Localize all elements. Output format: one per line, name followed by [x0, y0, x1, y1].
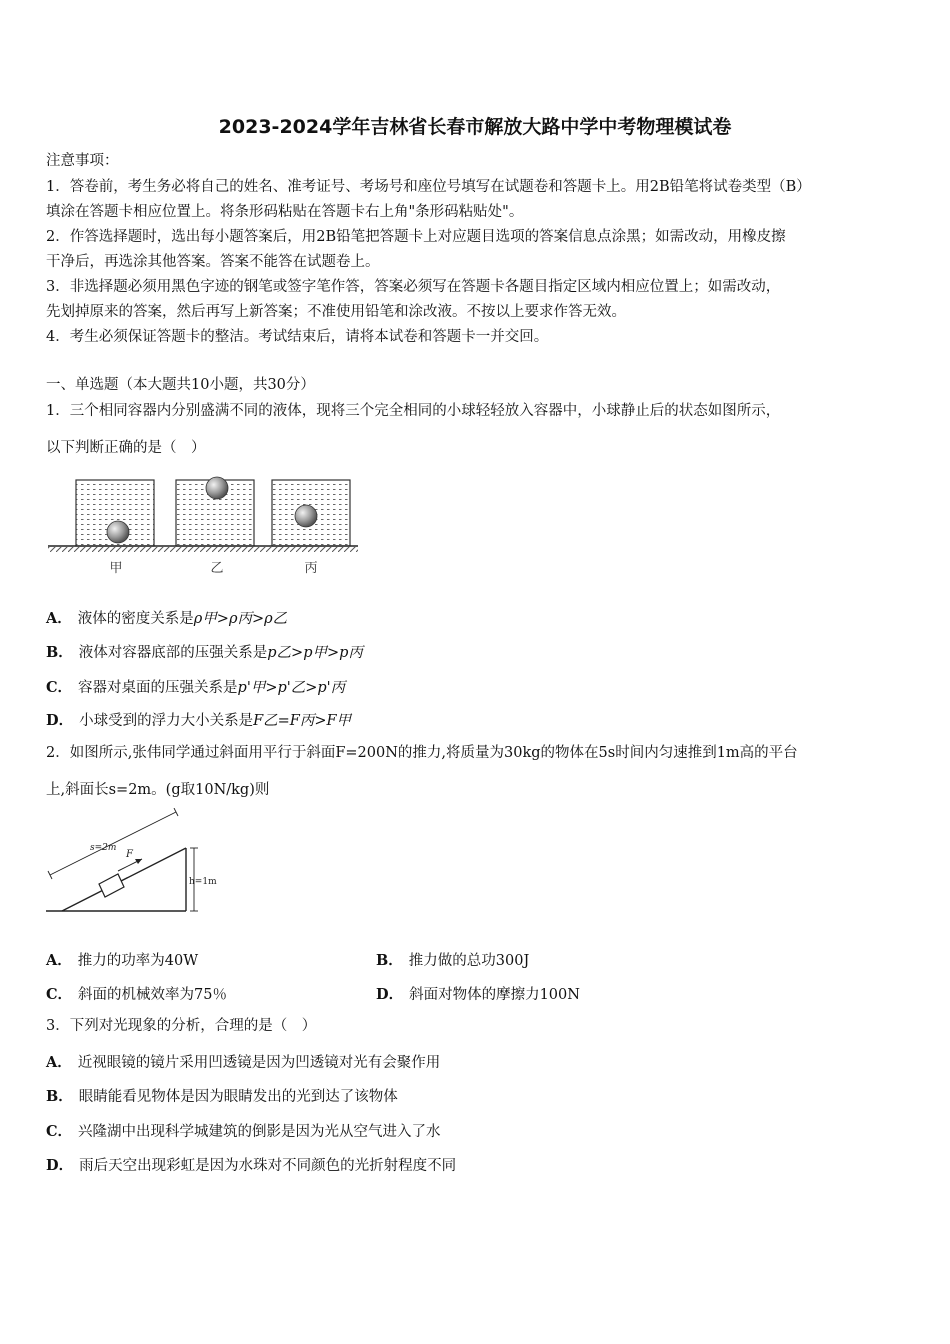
ball-yi: [206, 477, 228, 499]
q2-option-c: C． 斜面的机械效率为75％: [46, 986, 227, 1003]
notice-line: 2．作答选择题时，选出每小题答案后，用2B铅笔把答题卡上对应题目选项的答案信息点涂黑；如需改动，用橡皮擦: [46, 229, 786, 245]
q3-option-b: B． 眼睛能看见物体是因为眼睛发出的光到达了该物体: [46, 1088, 398, 1105]
q2-stem: 2．如图所示,张伟同学通过斜面用平行于斜面F=200N的推力,将质量为30kg的物体在5s时间内匀速推到1m高的平台: [46, 745, 798, 761]
length-label: s=2m: [90, 843, 117, 853]
section-heading: 一、单选题（本大题共10小题，共30分）: [46, 377, 315, 393]
notice-line: 填涂在答题卡相应位置上。将条形码粘贴在答题卡右上角"条形码粘贴处"。: [46, 204, 524, 220]
force-label: F: [126, 849, 133, 860]
notice-line: 3．非选择题必须用黑色字迹的钢笔或签字笔作答，答案必须写在答题卡各题目指定区域内相应位置上；如需改动，: [46, 279, 781, 295]
q2-option-a: A． 推力的功率为40W: [46, 952, 199, 969]
ball-bing: [295, 505, 317, 527]
label-jia: 甲: [109, 561, 123, 576]
q2-option-b: B． 推力做的总功300J: [376, 952, 530, 969]
q1-option-d: D． 小球受到的浮力大小关系是F乙=F丙>F甲: [46, 712, 352, 729]
page-title: 2023-2024学年吉林省长春市解放大路中学中考物理模试卷: [218, 116, 732, 138]
notice-heading: 注意事项：: [46, 153, 119, 169]
q1-option-a: A． 液体的密度关系是ρ甲>ρ丙>ρ乙: [46, 610, 288, 627]
label-bing: 丙: [304, 561, 318, 576]
q3-option-c: C． 兴隆湖中出现科学城建筑的倒影是因为光从空气进入了水: [46, 1123, 441, 1140]
notice-line: 干净后，再选涂其他答案。答案不能答在试题卷上。: [46, 254, 380, 270]
q1-stem: 1．三个相同容器内分别盛满不同的液体，现将三个完全相同的小球轻轻放入容器中，小球静止后的状态如图所示，: [46, 403, 781, 419]
q3-option-d: D． 雨后天空出现彩虹是因为水珠对不同颜色的光折射程度不同: [46, 1157, 457, 1174]
notice-line: 4．考生必须保证答题卡的整洁。考试结束后，请将本试卷和答题卡一并交回。: [46, 329, 549, 345]
q2-option-d: D． 斜面对物体的摩擦力100N: [376, 986, 580, 1003]
notice-line: 先划掉原来的答案，然后再写上新答案；不准使用铅笔和涂改液。不按以上要求作答无效。: [46, 304, 626, 320]
q1-containers-figure: [44, 468, 366, 580]
block: [99, 874, 124, 897]
q2-incline-figure: [44, 808, 220, 916]
q3-option-a: A． 近视眼镜的镜片采用凹透镜是因为凹透镜对光有会聚作用: [46, 1054, 441, 1071]
height-label: h=1m: [189, 877, 217, 887]
q1-option-b: B． 液体对容器底部的压强关系是p乙>p甲>p丙: [46, 644, 363, 661]
notice-line: 1．答卷前，考生务必将自己的姓名、准考证号、考场号和座位号填写在试题卷和答题卡上。用2B铅笔将试卷类型（B）: [46, 179, 811, 195]
q2-stem-2: 上,斜面长s=2m。(g取10N/kg)则: [46, 782, 270, 798]
q1-option-c: C． 容器对桌面的压强关系是p'甲>p'乙>p'丙: [46, 679, 346, 696]
q1-stem-2: 以下判断正确的是（ ）: [46, 440, 206, 456]
ball-jia: [107, 521, 129, 543]
label-yi: 乙: [210, 561, 224, 576]
q3-stem: 3．下列对光现象的分析，合理的是（ ）: [46, 1018, 317, 1034]
